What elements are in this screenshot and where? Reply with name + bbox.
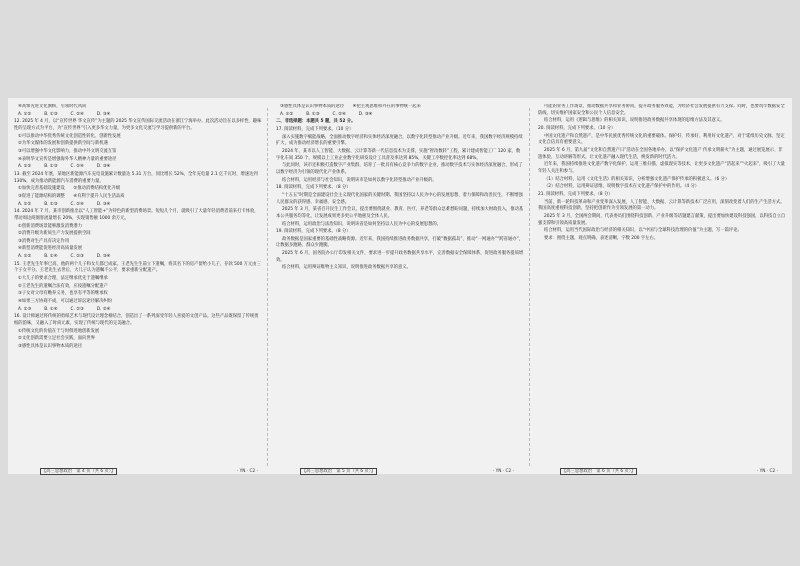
answer-option: ③子女对父母有赡养义务，也享有平等的继承权 (18, 291, 108, 297)
page-footer-middle (300, 467, 514, 477)
question-text: 结合材料，运用政治与法治知识，说明该省是如何坚持以人民为中心的发展思想的。 (282, 221, 441, 227)
answer-option: ②王老先生的遗嘱合法有效，应按遗嘱分配遗产 (18, 283, 108, 289)
question-text: 21. 阅读材料，完成下列要求。（8 分） (538, 191, 613, 197)
answer-option: ①创新消费场景能够激发消费潜力 (18, 223, 83, 229)
answer-option: ②消费升级为新质生产力发展提供空间 (18, 231, 91, 237)
answer-option: ①加快完善基础设施建设 ②推动消费结构优化升级 (18, 186, 121, 192)
answer-option: ②为华文媒体的发展和创新提供新空间与新机遇 (18, 141, 108, 147)
answer-option: A. ①② B. ①③ C. ②④ D. ③④ (18, 201, 111, 207)
footer-code: · YN · C2 · (756, 469, 778, 474)
question-text: 与此同时，该市还积极打造数字产业集群，培育了一批具有核心竞争力的数字企业，推动数字技术与实体经济深度融合，形成了以数字经济为引领的现代化产业体系。 (276, 163, 523, 175)
question-text: 17. 阅读材料，完成下列要求。（10 分） (276, 126, 354, 132)
question-text: 15. 王老先生年事已高，他的两个儿子和女儿都已成家。王老先生生前立下遗嘱，将其名下的房产留给小儿子，存款 500 万元由三个子女平分。王老先生去世后，大儿子认为遗嘱不公平，要求重新分配遗产。 (14, 261, 261, 274)
footer-page-label: 【高三思想政治 第 4 页（共 6 页）】 (42, 469, 116, 474)
question-text: 16. 设计师通过将传统的剪纸艺术与现代设计理念相结合，创造出了一系列深受年轻人喜爱的文创产品。这些产品既保留了传统剪纸的韵味，又融入了时尚元素，实现了传统与现代的完美融合。 (14, 314, 259, 327)
question-text: “十五五”时期是全面建设社会主义现代化国家的关键时期。我国坚持以人民为中心的发展思想，着力保障和改善民生，不断增强人民群众的获得感、幸福感、安全感。 (276, 192, 523, 205)
page-column-left (14, 104, 262, 466)
footer-page-label: 【高三思想政治 第 5 页（共 6 页）】 (302, 469, 376, 474)
question-text: 当前，新一轮科技革命和产业变革深入发展，人工智能、大数据、云计算等新技术广泛应用，深刻改变着人们的生产生活方式。我国高度重视科技创新，坚持把创新作为引领发展的第一动力。 (538, 199, 785, 212)
answer-option: ④如果三方协商不成，可以通过诉讼途径解决纠纷 (18, 299, 113, 305)
question-text: 结合材料，运用辩证唯物主义知识，说明推进政务数据共享的意义。 (282, 265, 411, 271)
footer-code: · YN · C2 · (492, 469, 514, 474)
answer-option: ④高擎先进文化旗帜，引领时代风尚 (18, 104, 87, 109)
question-text: 深入实施数字赋能战略，全面推动数字经济和实体经济深度融合，以数字化转型推动产业升级。近年来，我国数字经济规模持续扩大，成为推动经济增长的重要引擎。 (276, 134, 523, 147)
answer-option: ②文化创新需要立足社会实践，面向世界 (18, 336, 95, 342)
question-text: 14. 2024 年 7 月，某市创新推出以“人工智能+”为特色的新型消费场景。短短几个月，就吸引了大量年轻消费者前来打卡体验，带动周边商圈客流量增长 20%，实现销售额 1000 余万元。 (14, 209, 259, 221)
question-text: 近年来，我国持续推进文化遗产数字化保护，运用三维扫描、虚拟现实等技术，让更多文化遗产“活起来”“火起来”，吸引了大量年轻人关注和参与。 (538, 162, 785, 174)
question-text: 2024 年，某市以人工智能、大数据、云计算等新一代信息技术为支撑，实施“智改数转”工程，累计建成智能工厂 120 家、数字化车间 350 个，规模以上工业企业数字化研发设计工具普及率达到 85%，关键工序数控化率达到 68%。 (276, 148, 521, 161)
answer-option: A. ①② B. ①④ C. ②③ D. ③④ (18, 254, 111, 260)
answer-option: A. ①② B. ①③ C. ②④ D. ③④ (18, 111, 111, 117)
question-text: 政务数据是国家重要的基础性战略资源。近年来，我国持续推进政务数据共享，打破“数据孤岛”，推动“一网通办”“跨省通办”，让数据多跑路、群众少跑腿。 (276, 236, 524, 249)
footer-page-label: 【高三思想政治 第 6 页（共 6 页）】 (562, 469, 636, 474)
question-text: （2）结合材料，运用辩证思维，说明数字技术在文化遗产保护中的作用。（4 分） (544, 184, 700, 190)
question-text: 2025 年 6 月，国务院办公厅印发相关文件，要求进一步提升政务数据共享水平，完善数据安全保障体系，促进政务服务提质增效。 (276, 251, 524, 263)
question-text: 2025 年 6 月，第九届“文化和自然遗产日”活动在全国各地举办，以“保护文化遗产 传承文明薪火”为主题，通过展览展示、非遗体验、互动讲解等形式，让文化遗产融入现代生活，焕发新的时代活力。 (538, 147, 783, 160)
answer-option: A. ①③ B. ①④ C. ②③ D. ②④ (18, 306, 111, 312)
question-text: 可能的业务工作场景，推动数据共享和业务协同，提升政务服务效能，为经济社会发展提供有力支撑。同时，也要筑牢数据安全防线，切实维护国家安全和公民个人信息安全。 (538, 104, 785, 116)
question-text: 中国文化遗产和自然遗产，是中华民族优秀传统文化的重要载体。保护好、传承好、利用好文化遗产，对于延续历史文脉、坚定文化自信具有重要意义。 (538, 133, 785, 146)
answer-option: ③消费对生产具有决定作用 (18, 238, 70, 244)
question-text: 12. 2025 年 4 月，以“宣传世界 华文宣传”为主题的 2025 华文宣传国际交流活动在浙江宁海举办。此次活动旨在以多样性、趣味性的呈现方式为平台，为“宣传世界”引入更多华文力量，为更多文化交流与学习提供新的平台。 (14, 119, 262, 131)
page-footer-right (560, 467, 778, 477)
question-text: 13. 截至 2024 年底，某地区新能源汽车充电设施累计数量达 5.31 万台，同比增长 52%，全年充电量 2.1 亿千瓦时，增速达到 130%，成为推动新能源汽车消费的重要力量。 (14, 171, 258, 184)
question-text: 2025 年 3 月，全国两会期间，代表委员们围绕科技创新、产业升级等话题建言献策，提出要加快建设科技强国，以科技自立自强支撑和引领高质量发展。 (538, 213, 786, 226)
section-heading: 二、非选择题：本题共 5 题，共 52 分。 (276, 119, 356, 125)
answer-option: ③感性具体是认识事物本质的途径 (18, 344, 83, 349)
answer-option: ①大儿子的要求合理，法定继承优先于遗嘱继承 (18, 276, 108, 282)
question-text: 18. 阅读材料，完成下列要求。（8 分） (276, 185, 351, 191)
page-column-right (538, 104, 786, 466)
question-text: 19. 阅读材料，完成下列要求。（8 分） (276, 229, 351, 235)
question-text: 结合材料，运用《逻辑与思维》的相关知识，说明推进政务数据共享体现的思维方法及其意义。 (544, 118, 725, 124)
column-divider (267, 108, 268, 466)
question-text: 2025 年 3 月，某省召开民生工作会议，提出要围绕就业、教育、医疗、养老等群众急难愁盼问题，持续加大财政投入，推动基本公共服务均等化，让发展成果更多更公平地惠及全体人民。 (276, 207, 524, 219)
answer-option: ③可以增强中华文化影响力，推动中外文明交流互鉴 (18, 148, 117, 154)
answer-option: ①传统文化的价值在于与时俱进地创新发展 (18, 328, 100, 334)
page-footer-left (40, 467, 258, 477)
answer-option: ④表明华文宣传是增强海外华人精神力量的重要途径 (18, 156, 117, 162)
answer-option: ③促进了能源结构的调整 ④有利于提升人民生活品质 (18, 193, 125, 199)
question-text: 结合材料，运用当代国际政治与经济的相关知识，以“中国与全球科技治理的价值”为主题，写一篇评论。 (544, 228, 742, 234)
question-text: 要求：围绕主题，观点明确，表述清晰，字数 200 字左右。 (544, 235, 659, 241)
answer-option: ④新型消费能促进经济高质量发展 (18, 246, 83, 252)
answer-option: ①可以推动中华优秀传统文化创造性转化、创新性发展 (18, 133, 121, 139)
column-divider (529, 108, 530, 466)
question-text: （1）结合材料，运用《文化生活》的相关知识，分析增强文化遗产保护传承的积极意义。（6 分） (544, 176, 730, 182)
question-text: 结合材料，运用经济与社会知识，说明该市是如何以数字化转型推动产业升级的。 (282, 177, 437, 183)
footer-code: · YN · C2 · (236, 469, 258, 474)
question-text: 20. 阅读材料，完成下列要求。（10 分） (538, 125, 616, 131)
answer-option: ③感性具体是认识事物本质的途径 ④把主观思维和外在的事物统一起来 (280, 104, 421, 109)
page-column-middle (276, 104, 524, 466)
answer-option: A. ①② B. ①③ C. ②④ D. ③④ (18, 164, 111, 170)
answer-option: A. ①② B. ①③ C. ②④ D. ③④ (280, 111, 373, 117)
